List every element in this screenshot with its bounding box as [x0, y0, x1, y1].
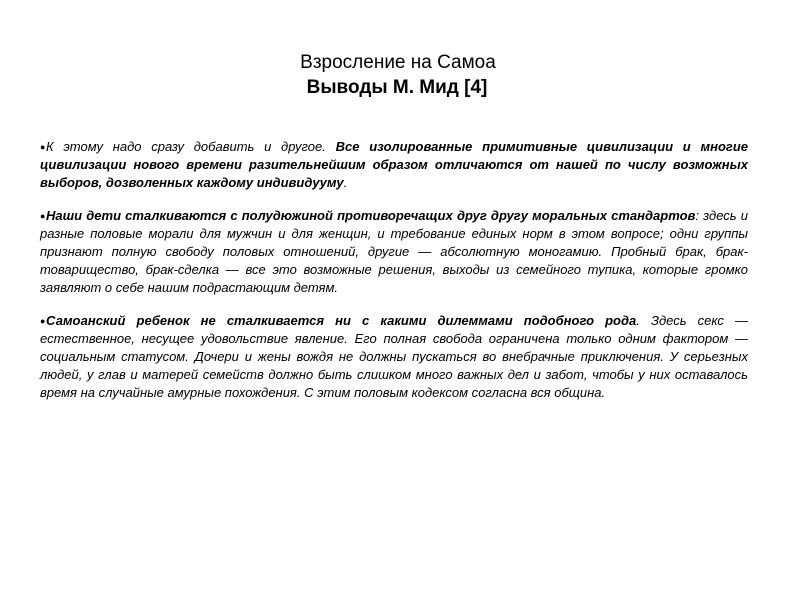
bullet-icon: ● [40, 211, 46, 221]
bullet-icon: ● [40, 316, 46, 326]
body-text [40, 138, 748, 417]
title-block [0, 50, 794, 100]
bullet-icon: ● [40, 142, 46, 152]
paragraph-3-bold: Самоанский ребенок не сталкивается ни с какими дилеммами подобного рода [46, 313, 637, 328]
paragraph-1-lead: К этому надо сразу добавить и другое. [46, 139, 336, 154]
paragraph-1 [40, 138, 748, 192]
paragraph-1-rest: . [343, 175, 348, 190]
paragraph-2 [40, 207, 748, 297]
slide-title: Взросление на Самоа [300, 52, 496, 73]
paragraph-1-bold: Все изолированные примитивные цивилизации и многие цивилизации нового времени разительнейшим образом отличаются от нашей по числу возможных выборов, дозволенных каждому индивидууму [40, 139, 748, 190]
paragraph-2-rest: : здесь и разные половые морали для мужчин и для женщин, и требование единых норм в этом вопросе; одни группы признают полную свободу половых отношений, другие — абсолютную моногамию. Пробный брак, брак-товарищество, брак-сделка — все это возможные решения, выходы из семейного тупика, которые громко заявляют о себе нашим подрастающим детям. [40, 208, 748, 295]
paragraph-3 [40, 312, 748, 402]
paragraph-3-rest: . Здесь секс — естественное, несущее удовольствие явление. Его полная свобода ограничена только одним фактором — социальным статусом. Дочери и жены вождя не должны пускаться во внебрачные приключения. У серьезных людей, у глав и матерей семейств должно быть слишком много важных дел и забот, чтобы у них оставалось время на случайные амурные похождения. С этим половым кодексом согласна вся община. [40, 313, 748, 400]
paragraph-2-bold: Наши дети сталкиваются с полудюжиной противоречащих друг другу моральных стандартов [46, 208, 696, 223]
slide-subtitle: Выводы М. Мид [4] [306, 77, 488, 98]
